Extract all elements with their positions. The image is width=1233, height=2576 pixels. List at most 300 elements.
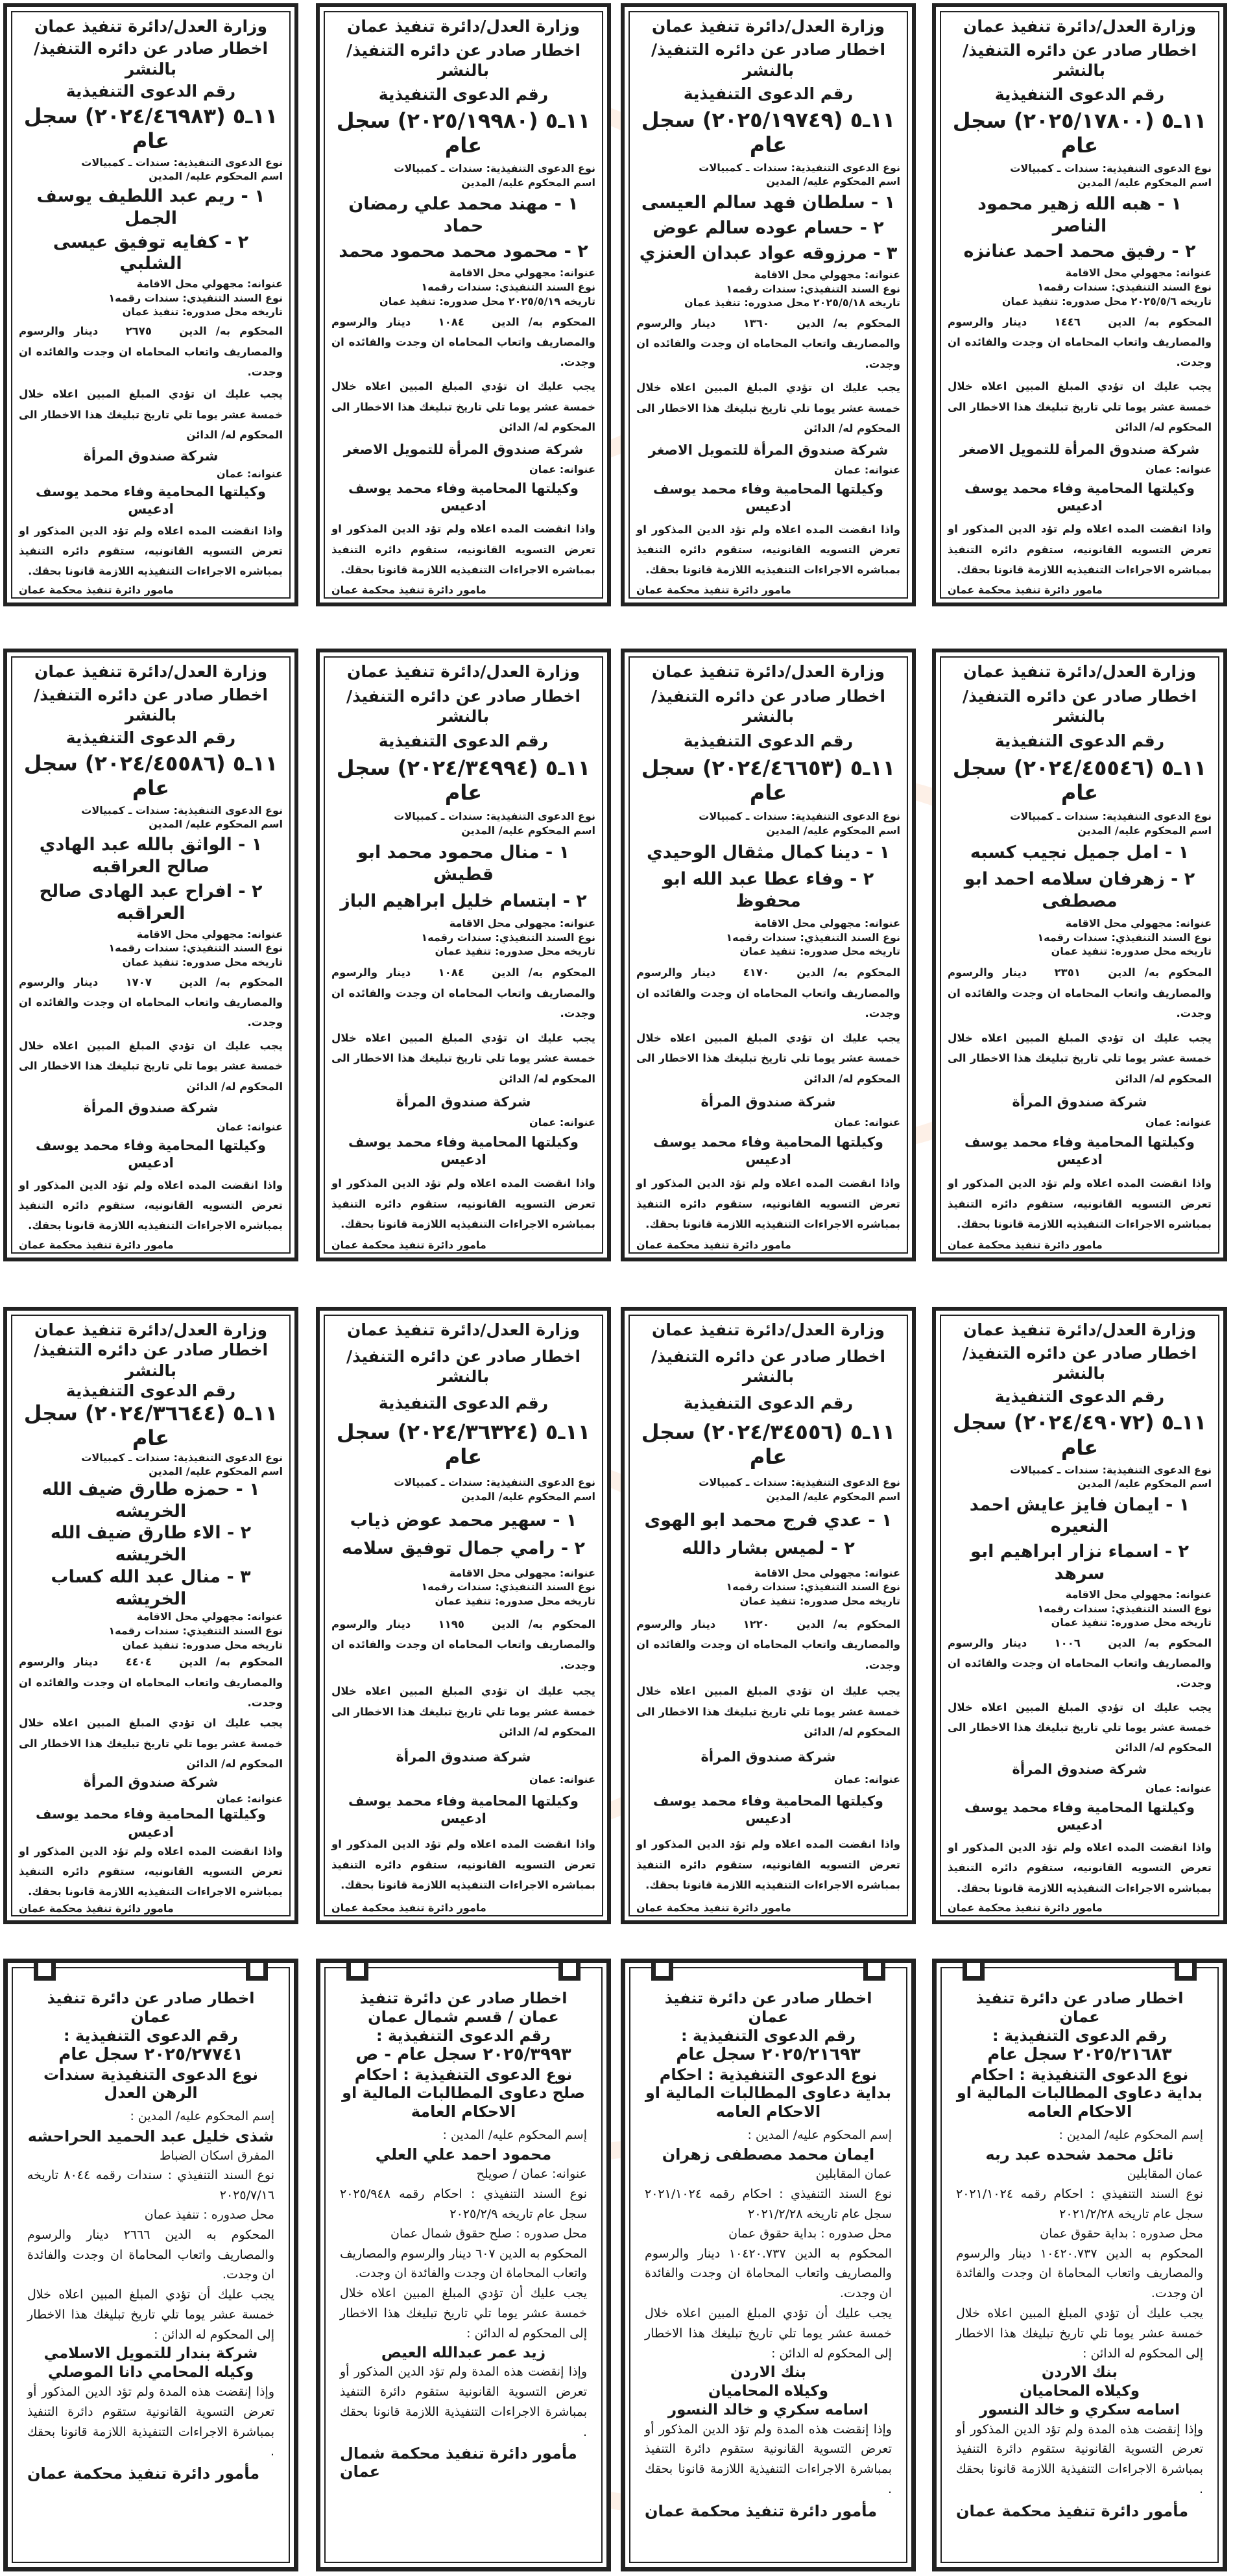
instrument-type: نوع السند التنفيذي: سندات رقمه١ xyxy=(421,931,595,944)
execution-notice xyxy=(621,1959,916,2571)
payment-demand: يجب عليك أن تؤدي المبلغ المبين اعلاه خلال خمسة عشر يوما تلي تاريخ تبليغك هذا الاخطار إلى المحكوم له الدائن : xyxy=(27,2287,274,2342)
amount-line xyxy=(948,1633,1212,1694)
case-number: ٢٠٢٥/٢٧٧٤١ سجل عام xyxy=(58,2045,243,2065)
creditor-lawyer: وكيلتها المحامية وفاء محمد يوسف ادعيس xyxy=(653,481,883,515)
case-type: نوع الدعوى التنفيذية: سندات ـ كمبيالات xyxy=(1010,810,1212,823)
notice-title: اخطار صادر عن دائره التنفيذ/ بالنشر xyxy=(651,1346,886,1387)
debtor-name: ٢ - ابتسام خليل ابراهيم الباز xyxy=(340,890,587,911)
debtor-details xyxy=(948,266,1212,308)
debtor-label: اسم المحكوم عليه/ المدين xyxy=(461,1490,595,1503)
date-and-place: تاريخه محل صدوره: تنفيذ عمان xyxy=(435,1594,595,1607)
amount-suffix: دينار والرسوم والمصاريف واتعاب المحاماه ان وجدت والفائده ان وجدت. xyxy=(331,1617,595,1671)
creditor-address: عنوانه: عمان xyxy=(529,1115,595,1128)
debtor-address: عمان المقابلين xyxy=(815,2167,892,2182)
date-and-place: تاريخه محل صدوره: تنفيذ عمان xyxy=(122,305,283,318)
amount-value: ١٧٠٧ xyxy=(125,975,152,988)
warning-text: واذا انقضت المده اعلاه ولم تؤد الدين المذكور او تعرض التسويه القانونيه، ستقوم دائره التنفيذ بمباشره الاجراءات التنفيذيه اللازمة قانونا بحقك. xyxy=(331,1838,595,1891)
debtor-details xyxy=(948,1588,1212,1630)
amount-value: ٤١٧٠ xyxy=(743,966,769,979)
warning-text: واذا انقضت المده اعلاه ولم تؤد الدين المذكور او تعرض التسويه القانونيه، ستقوم دائره التنفيذ بمباشره الاجراءات التنفيذيه اللازمة قانونا بحقك. xyxy=(19,524,283,578)
execution-notice xyxy=(3,649,298,1261)
debtor-details xyxy=(19,277,283,319)
case-meta xyxy=(331,1475,595,1503)
signature: مامور دائرة تنفيذ محكمة عمان xyxy=(331,1238,486,1251)
amount-line xyxy=(948,962,1212,1023)
creditor-lawyer: وكيلتها المحامية وفاء محمد يوسف ادعيس xyxy=(348,1134,579,1168)
debtor-name: ٢ - زهرفان سلامه احمد ابو مصطفى xyxy=(964,868,1195,911)
instrument-type: نوع السند التنفيذي: سندات رقمه١ xyxy=(1037,931,1212,944)
debtor-name: ٢ - رفيق محمد احمد عنانزه xyxy=(963,241,1196,262)
signature: مامور دائرة تنفيذ محكمة عمان xyxy=(19,1902,174,1914)
payment-demand: يجب عليك ان تؤدي المبلغ المبين اعلاه خلال خمسة عشر يوما تلي تاريخ تبليغك هذا الاخطار الى المحكوم له/ الدائن xyxy=(948,1700,1212,1754)
payment-demand: يجب عليك أن تؤدي المبلغ المبين اعلاه خلال خمسة عشر يوما تلي تاريخ تبليغك هذا الاخطار إلى المحكوم له الدائن : xyxy=(956,2306,1203,2361)
instrument-type: نوع السند التنفيذي : احكام رقمه ٢٠٢١/١٠٢٤ سجل عام تاريخه ٢٠٢١/٢/٢٨ xyxy=(645,2186,892,2221)
payment-demand: يجب عليك ان تؤدي المبلغ المبين اعلاه خلال خمسة عشر يوما تلي تاريخ تبليغك هذا الاخطار الى المحكوم له/ الدائن xyxy=(636,1032,900,1085)
debtor-name: ١ - ايمان فايز عايش احمد النعيره xyxy=(969,1494,1190,1537)
date-and-place: تاريخه ٢٠٢٥/٥/٦ محل صدوره: تنفيذ عمان xyxy=(1001,294,1212,307)
execution-notice xyxy=(621,3,916,606)
creditor-address: عنوانه: عمان xyxy=(217,468,283,481)
execution-notice xyxy=(316,3,611,606)
amount-prefix: المحكوم به/ الدين xyxy=(179,975,283,988)
case-meta xyxy=(636,1475,900,1503)
case-meta xyxy=(948,161,1212,189)
debtor-address: عنوانه: مجهولي محل الاقامة xyxy=(754,1566,900,1579)
payment-demand: يجب عليك ان تؤدي المبلغ المبين اعلاه خلال خمسة عشر يوما تلي تاريخ تبليغك هذا الاخطار الى المحكوم له/ الدائن xyxy=(948,380,1212,434)
case-type: نوع الدعوى التنفيذية : احكام صلح دعاوى المطالبات المالية او الاحكام العامة xyxy=(342,2065,585,2121)
creditor-lawyer: وكيلتها المحامية وفاء محمد يوسف ادعيس xyxy=(964,1134,1195,1168)
case-meta xyxy=(331,161,595,189)
debtor-name: ١ - سهير محمد عوض ذياب xyxy=(350,1510,577,1531)
case-meta xyxy=(331,809,595,837)
case-type: نوع الدعوى التنفيذية: سندات ـ كمبيالات xyxy=(394,162,595,175)
debtor-label: اسم المحكوم عليه/ المدين xyxy=(766,824,900,837)
case-meta xyxy=(948,809,1212,837)
debtor-name: ٢ - لميس بشار دالله xyxy=(682,1538,855,1559)
debtor-name: ١ - ريم عبد اللطيف يوسف الجمل xyxy=(36,185,265,228)
creditor-address: عنوانه: عمان xyxy=(1145,1782,1212,1795)
debtor-name: ١ - عدي فرج محمد ابو الهوى xyxy=(644,1510,892,1531)
debtor-address: عنوانه: مجهولي محل الاقامة xyxy=(754,268,900,281)
debtor-label: اسم المحكوم عليه/ المدين xyxy=(149,170,283,183)
payment-demand: يجب عليك ان تؤدي المبلغ المبين اعلاه خلال خمسة عشر يوما تلي تاريخ تبليغك هذا الاخطار الى المحكوم له/ الدائن xyxy=(19,1717,283,1770)
signature: مامور دائرة تنفيذ محكمة عمان xyxy=(636,583,791,596)
case-type: نوع الدعوى التنفيذية: سندات ـ كمبيالات xyxy=(394,1476,595,1489)
amount-suffix: دينار والرسوم والمصاريف واتعاب المحاماه ان وجدت والفائده ان وجدت. xyxy=(331,966,595,1020)
case-number: ٢٠٢٥/٢١٦٨٣ سجل عام xyxy=(987,2045,1172,2065)
case-number: ١١ـ٥ (٢٠٢٤/٤٥٥٨٦) سجل عام xyxy=(23,750,278,801)
signature: مأمور دائرة تنفيذ محكمة عمان xyxy=(956,2501,1189,2520)
debtor-name: ٢ - حسام عوده سالم عوض xyxy=(652,218,884,239)
debtor-address: عمان المقابلين xyxy=(1127,2167,1203,2182)
amount-value: ٢٣٥١ xyxy=(1054,966,1081,979)
creditor-address: عنوانه: عمان xyxy=(834,1772,900,1785)
amount-line: المحكوم به الدين ٦٠٧ دينار والرسوم والمصاريف واتعاب المحاماة ان وجدت والفائدة ان وجدت. xyxy=(340,2246,588,2281)
case-meta xyxy=(19,1451,283,1479)
instrument-type: نوع السند التنفيذي: سندات رقمه١ xyxy=(421,280,595,293)
creditor-lawyer: وكيلتها المحامية وفاء محمد يوسف ادعيس xyxy=(964,1799,1195,1833)
debtor-details xyxy=(636,1566,900,1608)
notice-title: اخطار صادر عن دائره التنفيذ/ بالنشر xyxy=(962,686,1197,726)
debtor-address: عنوانه: مجهولي محل الاقامة xyxy=(449,916,595,929)
debtor-address: المفرق اسكان الضباط xyxy=(159,2148,274,2163)
signature: مأمور دائرة تنفيذ محكمة عمان xyxy=(645,2501,878,2520)
signature: مامور دائرة تنفيذ محكمة عمان xyxy=(948,583,1103,596)
creditor-line: اسامه سكري و خالد النسور xyxy=(667,2401,869,2418)
warning-text: واذا انقضت المده اعلاه ولم تؤد الدين المذكور او تعرض التسويه القانونيه، ستقوم دائره التنفيذ بمباشره الاجراءات التنفيذيه اللازمة قانونا بحقك. xyxy=(636,1177,900,1230)
debtor-name: محمود احمد علي العلي xyxy=(375,2145,552,2164)
amount-line xyxy=(331,962,595,1023)
case-label: رقم الدعوى التنفيذية xyxy=(66,728,236,748)
case-type: نوع الدعوى التنفيذية: سندات ـ كمبيالات xyxy=(1010,162,1212,175)
debtor-label: اسم المحكوم عليه/ المدين xyxy=(766,175,900,188)
debtor-label: اسم المحكوم عليه/ المدين xyxy=(149,818,283,831)
payment-demand: يجب عليك ان تؤدي المبلغ المبين اعلاه خلال خمسة عشر يوما تلي تاريخ تبليغك هذا الاخطار الى المحكوم له/ الدائن xyxy=(636,381,900,435)
payment-demand: يجب عليك ان تؤدي المبلغ المبين اعلاه خلال خمسة عشر يوما تلي تاريخ تبليغك هذا الاخطار الى المحكوم له/ الدائن xyxy=(331,1032,595,1085)
corner-ornament xyxy=(246,1959,268,1981)
amount-prefix: المحكوم به/ الدين xyxy=(1108,315,1212,328)
debtor-label: اسم المحكوم عليه/ المدين xyxy=(1077,176,1212,189)
amount-line xyxy=(636,1614,900,1675)
amount-line: المحكوم به الدين ٢٦٦٦ دينار والرسوم والمصاريف واتعاب المحاماة ان وجدت والفائدة ان وجدت. xyxy=(27,2227,274,2282)
creditor-address: عنوانه: عمان xyxy=(834,463,900,476)
instrument-type: نوع السند التنفيذي: سندات رقمه١ xyxy=(1037,1602,1212,1615)
amount-prefix: المحكوم به/ الدين xyxy=(796,1617,900,1630)
corner-ornament xyxy=(1175,1959,1197,1981)
case-number: ١١ـ٥ (٢٠٢٤/٤٦٦٥٣) سجل عام xyxy=(641,756,896,805)
debtor-details xyxy=(331,1566,595,1608)
ministry-heading: وزارة العدل/دائرة تنفيذ عمان xyxy=(652,662,885,681)
creditor-name: شركة صندوق المرأة للتمويل الاصغر xyxy=(648,442,889,459)
amount-suffix: دينار والرسوم والمصاريف واتعاب المحاماه ان وجدت والفائده ان وجدت. xyxy=(948,315,1212,369)
amount-line xyxy=(948,312,1212,373)
case-type: نوع الدعوى التنفيذية: سندات ـ كمبيالات xyxy=(1010,1463,1212,1476)
case-type: نوع الدعوى التنفيذية سندات الرهن العدل xyxy=(43,2065,258,2103)
warning-text: واذا انقضت المده اعلاه ولم تؤد الدين المذكور او تعرض التسويه القانونيه، ستقوم دائره التنفيذ بمباشره الاجراءات التنفيذيه اللازمة قانونا بحقك. xyxy=(331,523,595,576)
debtor-name: ٢ - كفايه توفيق عيسى الشلبي xyxy=(53,232,249,274)
amount-line xyxy=(19,972,283,1033)
payment-demand: يجب عليك ان تؤدي المبلغ المبين اعلاه خلال خمسة عشر يوما تلي تاريخ تبليغك هذا الاخطار الى المحكوم له/ الدائن xyxy=(948,1032,1212,1085)
debtor-name: ١ - سلطان فهد سالم العيسى xyxy=(641,193,896,213)
notice-title: اخطار صادر عن دائره التنفيذ/ بالنشر xyxy=(346,40,581,80)
debtor-label: إسم المحكوم عليه/ المدين : xyxy=(1059,2127,1203,2142)
date-and-place: تاريخه محل صدوره: تنفيذ عمان xyxy=(739,945,900,958)
debtor-details xyxy=(948,916,1212,959)
amount-suffix: دينار والرسوم والمصاريف واتعاب المحاماه ان وجدت والفائده ان وجدت. xyxy=(636,966,900,1020)
amount-prefix: المحكوم به/ الدين xyxy=(179,325,283,338)
amount-value: ١٠٨٤ xyxy=(438,966,464,979)
creditor-name: شركة صندوق المرأة xyxy=(1012,1093,1147,1110)
date-and-place: تاريخه محل صدوره: تنفيذ عمان xyxy=(739,1594,900,1607)
ministry-heading: وزارة العدل/دائرة تنفيذ عمان xyxy=(963,1320,1196,1339)
case-number: ١١ـ٥ (٢٠٢٤/٤٥٥٤٦) سجل عام xyxy=(952,756,1207,805)
amount-line xyxy=(636,962,900,1023)
issue-place: محل صدوره : صلح حقوق شمال عمان xyxy=(390,2226,587,2241)
signature: مامور دائرة تنفيذ محكمة عمان xyxy=(19,583,174,596)
signature: مامور دائرة تنفيذ محكمة عمان xyxy=(636,1901,791,1914)
payment-demand: يجب عليك ان تؤدي المبلغ المبين اعلاه خلال خمسة عشر يوما تلي تاريخ تبليغك هذا الاخطار الى المحكوم له/ الدائن xyxy=(636,1685,900,1739)
warning-text: واذا انقضت المده اعلاه ولم تؤد الدين المذكور او تعرض التسويه القانونيه، ستقوم دائره التنفيذ بمباشره الاجراءات التنفيذيه اللازمة قانونا بحقك. xyxy=(636,1838,900,1891)
instrument-type: نوع السند التنفيذي: سندات رقمه١ xyxy=(726,1580,900,1593)
execution-notice xyxy=(316,1959,611,2571)
creditor-lawyer: وكيلتها المحامية وفاء محمد يوسف ادعيس xyxy=(653,1134,883,1168)
ministry-heading: وزارة العدل/دائرة تنفيذ عمان xyxy=(963,17,1196,36)
creditor-name: شركة صندوق المرأة للتمويل الاصغر xyxy=(343,442,584,457)
case-type: نوع الدعوى التنفيذية: سندات ـ كمبيالات xyxy=(699,161,900,174)
case-number: ١١ـ٥ (٢٠٢٥/١٩٧٤٩) سجل عام xyxy=(641,107,896,158)
warning-text: وإذا إنقضت هذه المدة ولم تؤد الدين المذكور أو تعرض التسوية القانونية ستقوم دائرة التنفيذ بمباشرة الاجراءات التنفيذية اللازمة قانونا بحقك . xyxy=(340,2365,587,2439)
amount-line: المحكوم به الدين ١٠٤٢٠.٧٣٧ دينار والرسوم والمصاريف واتعاب المحاماة ان وجدت والفائدة ان وجدت. xyxy=(956,2246,1203,2301)
debtor-name: ٢ - محمود محمد محمود محمد xyxy=(339,241,588,262)
ministry-heading: وزارة العدل/دائرة تنفيذ عمان xyxy=(34,1320,267,1339)
ministry-heading: وزارة العدل/دائرة تنفيذ عمان xyxy=(347,662,580,681)
debtor-name: ٣ - منال عبد الله كساب الخريشه xyxy=(51,1566,251,1609)
creditor-address: عنوانه: عمان xyxy=(834,1115,900,1128)
case-label: رقم الدعوى التنفيذية : xyxy=(681,2026,856,2045)
notice-title: اخطار صادر عن دائره التنفيذ/ بالنشر xyxy=(962,1344,1197,1383)
signature: مامور دائرة تنفيذ محكمة عمان xyxy=(948,1901,1103,1914)
debtor-details xyxy=(19,927,283,970)
date-and-place: تاريخه ٢٠٢٥/٥/١٨ محل صدوره: تنفيذ عمان xyxy=(684,296,900,309)
issue-place: محل صدوره : بداية حقوق عمان xyxy=(728,2226,892,2241)
debtor-address: عنوانه: مجهولي محل الاقامة xyxy=(754,916,900,929)
debtor-details xyxy=(636,916,900,959)
creditor-name: شركة صندوق المرأة xyxy=(700,1749,836,1765)
creditor-line: وكيلاه المحاميان xyxy=(1019,2383,1140,2400)
amount-value: ١٤٤٦ xyxy=(1054,315,1081,328)
case-type: نوع الدعوى التنفيذية: سندات ـ كمبيالات xyxy=(699,810,900,823)
warning-text: واذا انقضت المده اعلاه ولم تؤد الدين المذكور او تعرض التسويه القانونيه، ستقوم دائره التنفيذ بمباشره الاجراءات التنفيذيه اللازمة قانونا بحقك. xyxy=(948,1177,1212,1230)
case-type: نوع الدعوى التنفيذية: سندات ـ كمبيالات xyxy=(81,156,283,169)
creditor-line: اسامه سكري و خالد النسور xyxy=(979,2401,1180,2418)
amount-suffix: دينار والرسوم والمصاريف واتعاب المحاماه ان وجدت والفائده ان وجدت. xyxy=(331,315,595,369)
issue-place: محل صدوره : تنفيذ عمان xyxy=(144,2208,274,2223)
creditor-lawyer: وكيلتها المحامية وفاء محمد يوسف ادعيس xyxy=(348,481,579,514)
signature: مامور دائرة تنفيذ محكمة عمان xyxy=(19,1238,174,1251)
warning-text: واذا انقضت المده اعلاه ولم تؤد الدين المذكور او تعرض التسويه القانونيه، ستقوم دائره التنفيذ بمباشره الاجراءات التنفيذيه اللازمة قانونا بحقك. xyxy=(948,523,1212,576)
creditor-lawyer: وكيلتها المحامية وفاء محمد يوسف ادعيس xyxy=(36,1137,266,1171)
execution-notice xyxy=(932,649,1227,1261)
case-label: رقم الدعوى التنفيذية : xyxy=(64,2026,238,2045)
debtor-label: إسم المحكوم عليه/ المدين : xyxy=(442,2127,587,2142)
case-type: نوع الدعوى التنفيذية : احكام بداية دعاوى المطالبات المالية او الاحكام العامه xyxy=(645,2065,892,2121)
date-and-place: تاريخه محل صدوره: تنفيذ عمان xyxy=(122,955,283,968)
payment-demand: يجب عليك أن تؤدي المبلغ المبين اعلاه خلال خمسة عشر يوما تلي تاريخ تبليغك هذا الاخطار إلى المحكوم له الدائن : xyxy=(340,2286,587,2341)
signature: مامور دائرة تنفيذ محكمة عمان xyxy=(331,1901,486,1914)
creditor-line: شركة بندار للتمويل الاسلامي xyxy=(43,2345,258,2363)
execution-notice xyxy=(3,1959,298,2571)
execution-notice xyxy=(316,649,611,1261)
debtor-details xyxy=(331,916,595,959)
case-number: ٢٠٢٥/٣٩٩٣ سجل عام - ص xyxy=(355,2045,571,2065)
case-label: رقم الدعوى التنفيذية xyxy=(378,84,549,104)
notice-title: اخطار صادر عن دائرة تنفيذ عمان xyxy=(664,1989,872,2026)
warning-text: وإذا إنقضت هذه المدة ولم تؤد الدين المذكور أو تعرض التسوية القانونية ستقوم دائرة التنفيذ بمباشرة الاجراءات التنفيذية اللازمة قانونا بحقك . xyxy=(956,2422,1203,2496)
creditor-lawyer: وكيلتها المحامية وفاء محمد يوسف ادعيس xyxy=(964,481,1195,514)
signature: مأمور دائرة تنفيذ محكمة شمال عمان xyxy=(340,2444,577,2481)
amount-line xyxy=(19,321,283,382)
amount-suffix: دينار والرسوم والمصاريف واتعاب المحاماه ان وجدت والفائده ان وجدت. xyxy=(948,1636,1212,1690)
notice-title: اخطار صادر عن دائره التنفيذ/ بالنشر xyxy=(33,1341,269,1380)
amount-prefix: المحكوم به/ الدين xyxy=(492,315,595,328)
debtor-label: اسم المحكوم عليه/ المدين xyxy=(461,824,595,837)
debtor-name: ١ - امل جميل نجيب كسبه xyxy=(970,842,1190,863)
amount-value: ١١٩٥ xyxy=(438,1617,464,1630)
amount-prefix: المحكوم به/ الدين xyxy=(796,316,900,329)
debtor-label: اسم المحكوم عليه/ المدين xyxy=(1077,1477,1212,1490)
creditor-line: زيد عمر عبدالله العيص xyxy=(381,2344,546,2361)
debtor-name: ١ - دينا كمال مثقال الوحيدي xyxy=(646,842,891,863)
execution-notice xyxy=(316,1307,611,1924)
case-label: رقم الدعوى التنفيذية xyxy=(66,1381,236,1400)
creditor-name: شركة صندوق المرأة xyxy=(1012,1761,1147,1778)
debtor-label: إسم المحكوم عليه/ المدين : xyxy=(130,2109,274,2124)
creditor-line: بنك الاردن xyxy=(1041,2364,1118,2381)
warning-text: واذا انقضت المده اعلاه ولم تؤد الدين المذكور او تعرض التسويه القانونيه، ستقوم دائره التنفيذ بمباشره الاجراءات التنفيذيه اللازمة قانونا بحقك. xyxy=(948,1841,1212,1894)
debtor-name: ٢ - اسماء نزار ابراهيم ابو سرهد xyxy=(970,1541,1189,1584)
creditor-name: شركة صندوق المرأة xyxy=(83,447,219,464)
debtor-name: ٢ - وفاء عطا عبد الله ابو محفوظ xyxy=(662,868,874,911)
debtor-address: عنوانه: مجهولي محل الاقامة xyxy=(1065,916,1212,929)
creditor-line: وكيلاه المحاميان xyxy=(708,2383,829,2400)
corner-ornament xyxy=(963,1959,985,1981)
case-number: ١١ـ٥ (٢٠٢٤/٣٤٥٥٦) سجل عام xyxy=(641,1419,896,1470)
case-label: رقم الدعوى التنفيذية xyxy=(378,732,549,751)
notice-title: اخطار صادر عن دائره التنفيذ/ بالنشر xyxy=(651,40,886,80)
payment-demand: يجب عليك ان تؤدي المبلغ المبين اعلاه خلال خمسة عشر يوما تلي تاريخ تبليغك هذا الاخطار الى المحكوم له/ الدائن xyxy=(19,388,283,442)
date-and-place: تاريخه محل صدوره: تنفيذ عمان xyxy=(435,945,595,958)
ministry-heading: وزارة العدل/دائرة تنفيذ عمان xyxy=(34,662,267,681)
signature: مامور دائرة تنفيذ محكمة عمان xyxy=(331,583,486,596)
instrument-type: نوع السند التنفيذي: سندات رقمه١ xyxy=(1037,280,1212,293)
creditor-address: عنوانه: عمان xyxy=(529,1772,595,1785)
creditor-address: عنوانه: عمان xyxy=(1145,462,1212,475)
creditor-lawyer: وكيلتها المحامية وفاء محمد يوسف ادعيس xyxy=(36,483,266,518)
debtor-label: اسم المحكوم عليه/ المدين xyxy=(766,1490,900,1503)
case-label: رقم الدعوى التنفيذية xyxy=(683,84,854,104)
amount-prefix: المحكوم به/ الدين xyxy=(492,966,595,979)
amount-line: المحكوم به الدين ١٠٤٢٠.٧٣٧ دينار والرسوم والمصاريف واتعاب المحاماة ان وجدت والفائدة ان وجدت. xyxy=(645,2246,892,2301)
debtor-name: ٢ - افراح عبد الهادى صالح العراقبه xyxy=(39,881,263,924)
case-label: رقم الدعوى التنفيذية : xyxy=(376,2026,551,2045)
execution-notice xyxy=(932,3,1227,606)
warning-text: واذا انقضت المده اعلاه ولم تؤد الدين المذكور او تعرض التسويه القانونيه، ستقوم دائره التنفيذ بمباشره الاجراءات التنفيذيه اللازمة قانونا بحقك. xyxy=(19,1844,283,1898)
debtor-label: إسم المحكوم عليه/ المدين : xyxy=(747,2127,892,2142)
signature: مامور دائرة تنفيذ محكمة عمان xyxy=(636,1238,791,1251)
corner-ornament xyxy=(558,1959,581,1981)
amount-prefix: المحكوم به/ الدين xyxy=(1108,1636,1212,1649)
amount-suffix: دينار والرسوم والمصاريف واتعاب المحاماه ان وجدت والفائده ان وجدت. xyxy=(19,1656,283,1709)
creditor-lawyer: وكيلتها المحامية وفاء محمد يوسف ادعيس xyxy=(653,1793,883,1827)
notice-title: اخطار صادر عن دائرة تنفيذ عمان xyxy=(976,1989,1184,2026)
case-meta xyxy=(636,809,900,837)
debtor-address: عنوانه: مجهولي محل الاقامة xyxy=(1065,1588,1212,1601)
warning-text: وإذا إنقضت هذه المدة ولم تؤد الدين المذكور أو تعرض التسوية القانونية ستقوم دائرة التنفيذ بمباشرة الاجراءات التنفيذية اللازمة قانونا بحقك . xyxy=(27,2384,274,2459)
execution-notice xyxy=(621,649,916,1261)
notice-title: اخطار صادر عن دائره التنفيذ/ بالنشر xyxy=(33,39,269,78)
creditor-lawyer: وكيلتها المحامية وفاء محمد يوسف ادعيس xyxy=(36,1806,266,1840)
payment-demand: يجب عليك ان تؤدي المبلغ المبين اعلاه خلال خمسة عشر يوما تلي تاريخ تبليغك هذا الاخطار الى المحكوم له/ الدائن xyxy=(331,1685,595,1739)
amount-value: ٤٤٠٤ xyxy=(125,1656,152,1669)
case-number: ١١ـ٥ (٢٠٢٤/٤٦٩٨٣) سجل عام xyxy=(23,103,278,153)
debtor-name: ١ - مهند محمد علي رمضان حماد xyxy=(348,193,579,236)
corner-ornament xyxy=(346,1959,368,1981)
notice-title: اخطار صادر عن دائره التنفيذ/ بالنشر xyxy=(346,686,581,726)
execution-notice xyxy=(621,1307,916,1924)
amount-value: ١٣٦٠ xyxy=(743,316,769,329)
case-number: ١١ـ٥ (٢٠٢٤/٤٩٠٧٢) سجل عام xyxy=(952,1410,1207,1460)
ministry-heading: وزارة العدل/دائرة تنفيذ عمان xyxy=(347,1320,580,1339)
amount-value: ١٠٠٦ xyxy=(1054,1636,1081,1649)
debtor-name: ١ - الواثق بالله عبد الهادي صالح العراقبه xyxy=(39,835,263,877)
date-and-place: تاريخه محل صدوره: تنفيذ عمان xyxy=(122,1638,283,1651)
creditor-line: وكيله المحامي دانا الموصلي xyxy=(47,2364,254,2381)
instrument-type: نوع السند التنفيذي: سندات رقمه١ xyxy=(726,931,900,944)
amount-prefix: المحكوم به/ الدين xyxy=(492,1617,595,1630)
case-label: رقم الدعوى التنفيذية : xyxy=(992,2026,1167,2045)
debtor-address: عنوانه: عمان / صويلح xyxy=(476,2167,587,2182)
creditor-name: شركة صندوق المرأة xyxy=(396,1093,531,1110)
instrument-type: نوع السند التنفيذي: سندات رقمه١ xyxy=(421,1580,595,1593)
case-label: رقم الدعوى التنفيذية xyxy=(994,1387,1165,1407)
creditor-name: شركة صندوق المرأة للتمويل الاصغر xyxy=(959,442,1200,457)
case-type: نوع الدعوى التنفيذية: سندات ـ كمبيالات xyxy=(81,1451,283,1464)
debtor-name: ٢ - الاء طارق ضيف الله الخريشه xyxy=(50,1523,252,1566)
warning-text: واذا انقضت المده اعلاه ولم تؤد الدين المذكور او تعرض التسويه القانونيه، ستقوم دائره التنفيذ بمباشره الاجراءات التنفيذيه اللازمة قانونا بحقك. xyxy=(19,1178,283,1232)
ministry-heading: وزارة العدل/دائرة تنفيذ عمان xyxy=(347,17,580,36)
signature: مأمور دائرة تنفيذ محكمة عمان xyxy=(27,2464,260,2483)
amount-line xyxy=(331,312,595,373)
execution-notice xyxy=(3,3,298,606)
debtor-address: عنوانه: مجهولي محل الاقامة xyxy=(136,927,283,940)
case-meta xyxy=(636,161,900,189)
debtor-name: ٢ - رامي جمال توفيق سلامه xyxy=(342,1538,585,1559)
creditor-address: عنوانه: عمان xyxy=(1145,1115,1212,1128)
creditor-line: بنك الاردن xyxy=(730,2364,807,2381)
creditor-address: عنوانه: عمان xyxy=(529,462,595,475)
instrument-type: نوع السند التنفيذي : احكام رقمه ٢٠٢١/١٠٢٤ سجل عام تاريخه ٢٠٢١/٢/٢٨ xyxy=(956,2186,1203,2221)
case-type: نوع الدعوى التنفيذية : احكام بداية دعاوى المطالبات المالية او الاحكام العامه xyxy=(956,2065,1203,2121)
debtor-label: اسم المحكوم عليه/ المدين xyxy=(1077,824,1212,837)
corner-ornament xyxy=(863,1959,885,1981)
notice-title: اخطار صادر عن دائره التنفيذ/ بالنشر xyxy=(33,685,269,724)
amount-suffix: دينار والرسوم والمصاريف واتعاب المحاماه ان وجدت والفائده ان وجدت. xyxy=(636,1617,900,1671)
amount-suffix: دينار والرسوم والمصاريف واتعاب المحاماه ان وجدت والفائده ان وجدت. xyxy=(636,316,900,370)
ministry-heading: وزارة العدل/دائرة تنفيذ عمان xyxy=(34,17,267,36)
amount-suffix: دينار والرسوم والمصاريف واتعاب المحاماه ان وجدت والفائده ان وجدت. xyxy=(19,325,283,378)
ministry-heading: وزارة العدل/دائرة تنفيذ عمان xyxy=(963,662,1196,681)
amount-prefix: المحكوم به/ الدين xyxy=(796,966,900,979)
case-label: رقم الدعوى التنفيذية xyxy=(994,84,1165,104)
case-meta xyxy=(19,156,283,184)
case-number: ٢٠٢٥/٢١٦٩٣ سجل عام xyxy=(676,2045,861,2065)
debtor-name: ايمان محمد مصطفى زهران xyxy=(662,2145,875,2164)
payment-demand: يجب عليك ان تؤدي المبلغ المبين اعلاه خلال خمسة عشر يوما تلي تاريخ تبليغك هذا الاخطار الى المحكوم له/ الدائن xyxy=(331,380,595,434)
instrument-type: نوع السند التنفيذي: سندات رقمه١ xyxy=(726,282,900,295)
instrument-type: نوع السند التنفيذي: سندات رقمه١ xyxy=(108,291,283,304)
corner-ornament xyxy=(651,1959,673,1981)
case-number: ١١ـ٥ (٢٠٢٤/٣٤٩٩٤) سجل عام xyxy=(336,756,591,805)
amount-value: ٢٦٧٥ xyxy=(125,325,152,338)
amount-value: ١٢٢٠ xyxy=(743,1617,769,1630)
debtor-name: ١ - حمزه طارق ضيف الله الخريشه xyxy=(42,1479,260,1521)
instrument-type: نوع السند التنفيذي : احكام رقمه ٢٠٢٥/٩٤٨ سجل عام تاريخه ٢٠٢٥/٢/٩ xyxy=(340,2186,587,2221)
warning-text: واذا انقضت المده اعلاه ولم تؤد الدين المذكور او تعرض التسويه القانونيه، ستقوم دائره التنفيذ بمباشره الاجراءات التنفيذيه اللازمة قانونا بحقك. xyxy=(636,523,900,577)
creditor-address: عنوانه: عمان xyxy=(217,1792,283,1805)
debtor-address: عنوانه: مجهولي محل الاقامة xyxy=(136,278,283,291)
amount-line xyxy=(636,313,900,374)
creditor-name: شركة صندوق المرأة xyxy=(83,1100,219,1116)
